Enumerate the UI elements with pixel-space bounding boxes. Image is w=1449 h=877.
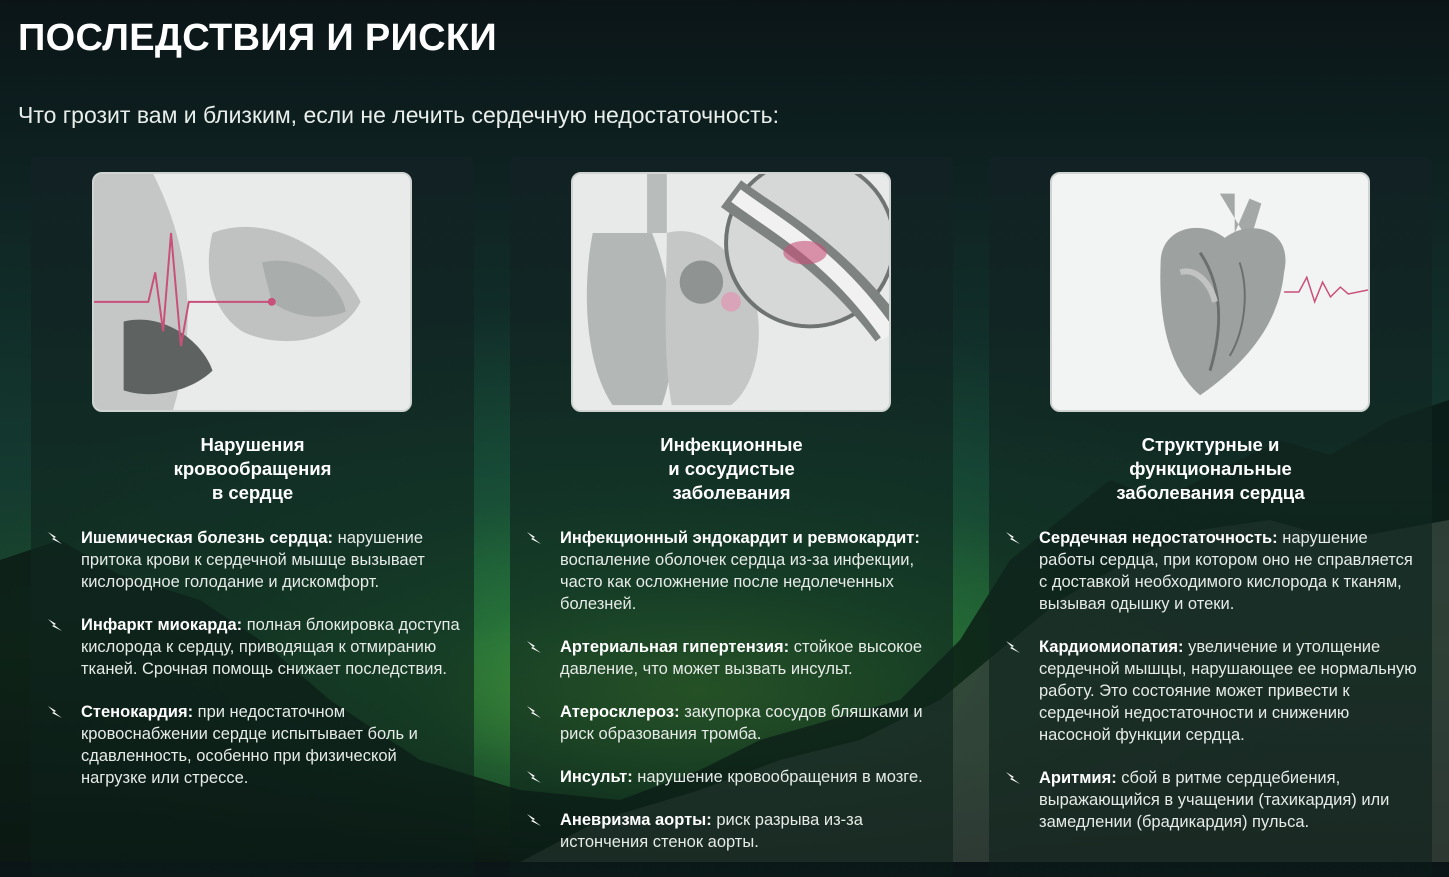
card-infections <box>510 157 953 877</box>
lightning-bolt-icon <box>526 769 542 785</box>
list-item <box>1003 636 1423 746</box>
item-term: Инфекционный эндокардит и ревмокардит: <box>560 529 920 547</box>
item-text: воспаление оболочек сердца из-за инфекции, часто как осложнение после недолеченных болезней. <box>560 551 915 613</box>
item-text: увеличение и утолщение сердечной мышцы, нарушающее ее нормальную работу. Это состояние может привести к сердечной недостаточности и снижению насосной функции сердца. <box>1039 638 1417 744</box>
list-item <box>524 527 944 615</box>
chest-pain-image <box>92 172 412 412</box>
item-term: Инсульт: <box>560 768 633 786</box>
list-item <box>45 527 465 593</box>
list-item <box>1003 767 1423 833</box>
risk-list <box>524 527 944 853</box>
risk-list <box>45 527 465 789</box>
item-term: Ишемическая болезнь сердца: <box>81 529 333 547</box>
lightning-bolt-icon <box>526 704 542 720</box>
list-item <box>1003 527 1423 615</box>
lightning-bolt-icon <box>1005 530 1021 546</box>
card-title: Инфекционные и сосудистые заболевания <box>660 434 803 503</box>
lightning-bolt-icon <box>526 530 542 546</box>
page-title: ПОСЛЕДСТВИЯ И РИСКИ <box>18 17 497 59</box>
card-structural <box>989 157 1432 877</box>
list-item <box>524 809 944 853</box>
item-text: нарушение работы сердца, при котором оно не справляется с доставкой необходимого кислорода к тканям, вызывая одышку и отеки. <box>1039 529 1413 613</box>
item-text: при недостаточном кровоснабжении сердце испытывает боль и сдавленность, особенно при физической нагрузке или стрессе. <box>81 703 418 787</box>
page-subtitle: Что грозит вам и близким, если не лечить сердечную недостаточность: <box>18 102 780 128</box>
list-item <box>524 701 944 745</box>
item-text: закупорка сосудов бляшками и риск образования тромба. <box>560 703 923 743</box>
item-text: полная блокировка доступа кислорода к сердцу, приводящая к отмиранию тканей. Срочная помощь снижает последствия. <box>81 616 460 678</box>
item-term: Аневризма аорты: <box>560 811 712 829</box>
lightning-bolt-icon <box>526 812 542 828</box>
card-title: Структурные и функциональные заболевания сердца <box>1116 434 1305 503</box>
item-term: Аритмия: <box>1039 769 1117 787</box>
item-text: нарушение кровообращения в мозге. <box>632 768 923 786</box>
list-item <box>45 614 465 680</box>
list-item <box>524 636 944 680</box>
item-text: риск разрыва из-за истончения стенок аорты. <box>560 811 863 851</box>
lightning-bolt-icon <box>1005 770 1021 786</box>
item-text: стойкое высокое давление, что может вызвать инсульт. <box>560 638 923 678</box>
lightning-bolt-icon <box>47 704 63 720</box>
lightning-bolt-icon <box>1005 639 1021 655</box>
item-term: Артериальная гипертензия: <box>560 638 790 656</box>
list-item <box>524 766 944 788</box>
item-term: Сердечная недостаточность: <box>1039 529 1278 547</box>
item-term: Инфаркт миокарда: <box>81 616 243 634</box>
item-term: Кардиомиопатия: <box>1039 638 1184 656</box>
risk-list <box>1003 527 1423 833</box>
item-term: Стенокардия: <box>81 703 194 721</box>
item-text: сбой в ритме сердцебиения, выражающийся в учащении (тахикардия) или замедлении (брадикардия) пульса. <box>1039 769 1390 831</box>
card-circulation <box>31 157 474 877</box>
list-item <box>45 701 465 789</box>
lightning-bolt-icon <box>47 617 63 633</box>
card-title: Нарушения кровообращения в сердце <box>173 434 332 503</box>
lungs-vessel-image <box>571 172 891 412</box>
item-term: Атеросклероз: <box>560 703 680 721</box>
lightning-bolt-icon <box>526 639 542 655</box>
item-text: нарушение притока крови к сердечной мышце вызывает кислородное голодание и дискомфорт. <box>81 529 425 591</box>
heart-image <box>1050 172 1370 412</box>
lightning-bolt-icon <box>47 530 63 546</box>
